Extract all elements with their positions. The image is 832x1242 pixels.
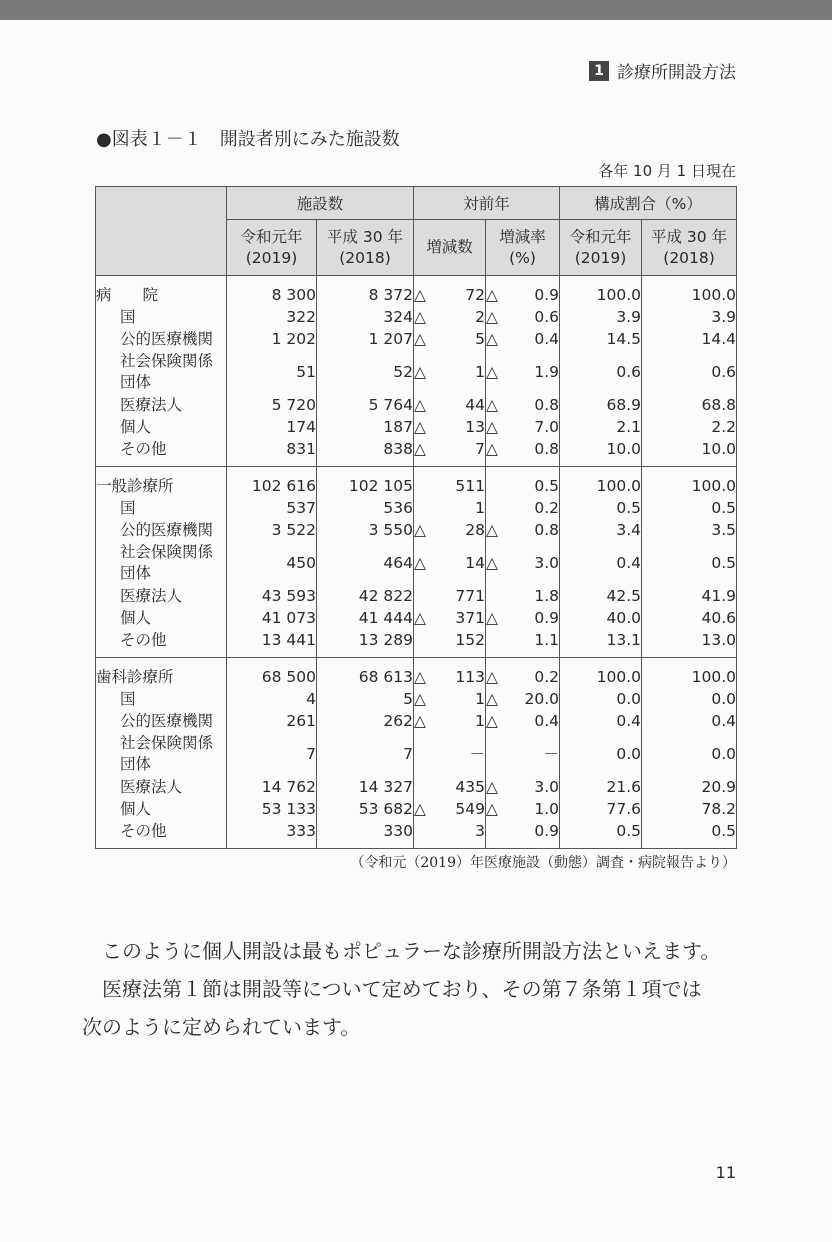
header-facilities: 施設数 (227, 187, 414, 220)
cell-rate: △ 0.9 (486, 276, 560, 307)
cell-rate: △ 20.0 (486, 690, 560, 708)
cell-share-2019: 100.0 (560, 276, 642, 307)
cell-count-2018: 1 207 (317, 328, 414, 350)
row-label: その他 (96, 820, 227, 849)
row-label: 社会保険関係団体 (96, 350, 227, 394)
decrease-mark: △ (414, 396, 426, 414)
cell-rate: △ 0.9 (486, 609, 560, 627)
cell-rate: 0.5 (486, 467, 560, 498)
cell-rate: △ 3.0 (486, 541, 560, 585)
cell-count-2019: 41 073 (227, 607, 317, 629)
cell-count-2019: 174 (227, 416, 317, 438)
cell-count-2018: 187 (317, 416, 414, 438)
cell-count-2019: 261 (227, 710, 317, 732)
row-label: 病 院 (96, 276, 227, 307)
row-label: 国 (96, 497, 227, 519)
decrease-mark: △ (486, 363, 498, 381)
body-text (82, 932, 742, 1046)
row-label: 社会保険関係団体 (96, 541, 227, 585)
decrease-mark: △ (414, 668, 426, 686)
row-label: 医療法人 (96, 585, 227, 607)
decrease-mark: △ (486, 800, 498, 818)
decrease-mark: △ (414, 554, 426, 572)
cell-count-2018: 41 444 (317, 607, 414, 629)
cell-diff: － (414, 732, 486, 776)
cell-count-2019: 102 616 (227, 467, 317, 498)
cell-share-2018: 0.0 (642, 688, 737, 710)
cell-count-2018: 464 (317, 541, 414, 585)
row-label: その他 (96, 629, 227, 658)
header-diff: 増減数 (414, 220, 486, 276)
top-bar (0, 0, 832, 20)
cell-count-2019: 7 (227, 732, 317, 776)
cell-diff: 771 (414, 585, 486, 607)
cell-diff: △ 13 (414, 418, 486, 436)
header-blank (96, 187, 227, 276)
cell-share-2019: 3.4 (560, 519, 642, 541)
cell-count-2018: 53 682 (317, 798, 414, 820)
cell-share-2018: 100.0 (642, 658, 737, 689)
cell-share-2018: 3.9 (642, 306, 737, 328)
cell-share-2018: 3.5 (642, 519, 737, 541)
header-h30: 平成 30 年 (2018) (317, 220, 414, 276)
cell-share-2019: 100.0 (560, 467, 642, 498)
cell-share-2019: 0.4 (560, 710, 642, 732)
cell-rate: △ 0.6 (486, 308, 560, 326)
chapter-number-badge: 1 (589, 61, 609, 81)
cell-count-2018: 7 (317, 732, 414, 776)
cell-count-2019: 3 522 (227, 519, 317, 541)
cell-share-2018: 0.5 (642, 497, 737, 519)
row-label: 公的医療機関 (96, 328, 227, 350)
facilities-table (95, 186, 737, 849)
decrease-mark: △ (414, 690, 426, 708)
cell-rate: △ 0.2 (486, 658, 560, 689)
table-row (96, 328, 737, 350)
cell-share-2018: 2.2 (642, 416, 737, 438)
cell-rate: △ 7.0 (486, 418, 560, 436)
table-row (96, 497, 737, 519)
decrease-mark: △ (486, 778, 498, 796)
cell-count-2019: 831 (227, 438, 317, 467)
cell-count-2019: 43 593 (227, 585, 317, 607)
cell-share-2018: 0.5 (642, 820, 737, 849)
cell-share-2018: 100.0 (642, 276, 737, 307)
decrease-mark: △ (486, 418, 498, 436)
decrease-mark: △ (486, 609, 498, 627)
cell-count-2018: 102 105 (317, 467, 414, 498)
cell-share-2018: 14.4 (642, 328, 737, 350)
body-paragraph-2: 医療法第１節は開設等について定めており、その第７条第１項では (102, 977, 702, 1001)
chapter-title: 診療所開設方法 (617, 63, 736, 83)
cell-share-2019: 68.9 (560, 394, 642, 416)
cell-count-2019: 537 (227, 497, 317, 519)
cell-count-2018: 52 (317, 350, 414, 394)
cell-count-2019: 68 500 (227, 658, 317, 689)
cell-share-2018: 0.6 (642, 350, 737, 394)
table-row (96, 467, 737, 498)
row-label: その他 (96, 438, 227, 467)
decrease-mark: △ (486, 554, 498, 572)
cell-rate: － (486, 732, 560, 776)
decrease-mark: △ (414, 286, 426, 304)
cell-rate: △ 0.4 (486, 712, 560, 730)
page-number: 11 (715, 1163, 736, 1182)
decrease-mark: △ (486, 668, 498, 686)
decrease-mark: △ (414, 440, 426, 458)
cell-count-2018: 14 327 (317, 776, 414, 798)
cell-count-2018: 838 (317, 438, 414, 467)
cell-share-2018: 68.8 (642, 394, 737, 416)
cell-count-2018: 3 550 (317, 519, 414, 541)
table-row (96, 276, 737, 307)
cell-count-2018: 68 613 (317, 658, 414, 689)
decrease-mark: △ (414, 609, 426, 627)
cell-share-2019: 100.0 (560, 658, 642, 689)
cell-share-2018: 10.0 (642, 438, 737, 467)
table-row (96, 350, 737, 394)
table-group (96, 658, 737, 849)
cell-diff: △ 1 (414, 690, 486, 708)
cell-share-2019: 0.5 (560, 820, 642, 849)
table-row (96, 585, 737, 607)
row-label: 医療法人 (96, 776, 227, 798)
body-paragraph-1: このように個人開設は最もポピュラーな診療所開設方法といえます。 (102, 939, 721, 963)
cell-share-2018: 0.0 (642, 732, 737, 776)
header-share: 構成割合（%） (560, 187, 737, 220)
cell-count-2018: 5 764 (317, 394, 414, 416)
cell-share-2019: 42.5 (560, 585, 642, 607)
cell-share-2019: 0.4 (560, 541, 642, 585)
row-label: 歯科診療所 (96, 658, 227, 689)
source-note: （令和元（2019）年医療施設（動態）調査・病院報告より） (350, 855, 736, 871)
cell-share-2018: 0.4 (642, 710, 737, 732)
cell-diff: △ 549 (414, 800, 486, 818)
cell-share-2018: 0.5 (642, 541, 737, 585)
decrease-mark: △ (486, 440, 498, 458)
row-label: 公的医療機関 (96, 710, 227, 732)
cell-count-2019: 4 (227, 688, 317, 710)
cell-count-2018: 42 822 (317, 585, 414, 607)
header-rate: 増減率 (%) (486, 220, 560, 276)
cell-diff: △ 14 (414, 541, 486, 585)
cell-diff: 1 (414, 497, 486, 519)
cell-share-2019: 0.0 (560, 688, 642, 710)
cell-diff: 3 (414, 820, 486, 849)
cell-count-2019: 1 202 (227, 328, 317, 350)
cell-share-2019: 2.1 (560, 416, 642, 438)
table-row (96, 438, 737, 467)
cell-diff: △ 44 (414, 396, 486, 414)
cell-diff: △ 72 (414, 276, 486, 307)
cell-rate: 0.2 (486, 497, 560, 519)
cell-share-2019: 3.9 (560, 306, 642, 328)
row-label: 個人 (96, 416, 227, 438)
cell-rate: 1.8 (486, 585, 560, 607)
as-of-date: 各年 10 月 1 日現在 (598, 162, 736, 180)
cell-rate: 0.9 (486, 820, 560, 849)
row-label: 個人 (96, 607, 227, 629)
decrease-mark: △ (414, 418, 426, 436)
decrease-mark: △ (414, 308, 426, 326)
cell-count-2018: 262 (317, 710, 414, 732)
cell-diff: 152 (414, 629, 486, 658)
cell-diff: △ 5 (414, 330, 486, 348)
cell-share-2019: 0.5 (560, 497, 642, 519)
cell-count-2019: 333 (227, 820, 317, 849)
table-row (96, 416, 737, 438)
cell-share-2018: 40.6 (642, 607, 737, 629)
cell-count-2018: 536 (317, 497, 414, 519)
cell-count-2018: 13 289 (317, 629, 414, 658)
cell-share-2019: 77.6 (560, 798, 642, 820)
table-group (96, 467, 737, 658)
cell-share-2019: 0.6 (560, 350, 642, 394)
table-row (96, 798, 737, 820)
decrease-mark: △ (486, 330, 498, 348)
cell-count-2019: 51 (227, 350, 317, 394)
cell-share-2019: 10.0 (560, 438, 642, 467)
table-row (96, 710, 737, 732)
decrease-mark: △ (486, 308, 498, 326)
cell-rate: △ 0.8 (486, 521, 560, 539)
decrease-mark: △ (414, 330, 426, 348)
cell-rate: 1.1 (486, 629, 560, 658)
table-row (96, 519, 737, 541)
cell-diff: △ 1 (414, 350, 486, 394)
cell-count-2019: 450 (227, 541, 317, 585)
running-header (589, 58, 736, 83)
row-label: 社会保険関係団体 (96, 732, 227, 776)
cell-share-2018: 78.2 (642, 798, 737, 820)
cell-rate: △ 0.8 (486, 396, 560, 414)
cell-rate: △ 1.9 (486, 350, 560, 394)
decrease-mark: △ (486, 712, 498, 730)
cell-count-2018: 330 (317, 820, 414, 849)
cell-diff: 435 (414, 776, 486, 798)
decrease-mark: △ (414, 712, 426, 730)
cell-count-2019: 5 720 (227, 394, 317, 416)
cell-count-2018: 324 (317, 306, 414, 328)
cell-count-2018: 5 (317, 688, 414, 710)
cell-share-2018: 20.9 (642, 776, 737, 798)
header-r1: 令和元年 (2019) (227, 220, 317, 276)
header-share-h30: 平成 30 年 (2018) (642, 220, 737, 276)
cell-share-2019: 21.6 (560, 776, 642, 798)
cell-count-2019: 14 762 (227, 776, 317, 798)
decrease-mark: △ (414, 800, 426, 818)
cell-share-2019: 0.0 (560, 732, 642, 776)
table-row (96, 658, 737, 689)
cell-count-2019: 322 (227, 306, 317, 328)
table-row (96, 688, 737, 710)
cell-share-2019: 13.1 (560, 629, 642, 658)
row-label: 国 (96, 306, 227, 328)
cell-count-2019: 8 300 (227, 276, 317, 307)
table-row (96, 306, 737, 328)
cell-rate: △ 3.0 (486, 778, 560, 796)
table-row (96, 732, 737, 776)
decrease-mark: △ (486, 690, 498, 708)
row-label: 国 (96, 688, 227, 710)
table-row (96, 541, 737, 585)
row-label: 公的医療機関 (96, 519, 227, 541)
decrease-mark: △ (414, 521, 426, 539)
header-share-r1: 令和元年 (2019) (560, 220, 642, 276)
table-row (96, 607, 737, 629)
row-label: 個人 (96, 798, 227, 820)
cell-diff: △ 2 (414, 308, 486, 326)
decrease-mark: △ (486, 396, 498, 414)
cell-count-2019: 13 441 (227, 629, 317, 658)
table-group (96, 276, 737, 467)
cell-share-2018: 41.9 (642, 585, 737, 607)
decrease-mark: △ (486, 521, 498, 539)
body-paragraph-2-cont: 次のように定められています。 (82, 1015, 361, 1039)
cell-count-2018: 8 372 (317, 276, 414, 307)
cell-diff: △ 1 (414, 712, 486, 730)
decrease-mark: △ (486, 286, 498, 304)
cell-rate: △ 0.8 (486, 438, 560, 467)
cell-share-2019: 40.0 (560, 607, 642, 629)
cell-diff: 511 (414, 467, 486, 498)
figure-title: ●図表１－１ 開設者別にみた施設数 (96, 129, 400, 150)
cell-diff: △ 7 (414, 438, 486, 467)
cell-diff: △ 113 (414, 658, 486, 689)
row-label: 一般診療所 (96, 467, 227, 498)
cell-share-2019: 14.5 (560, 328, 642, 350)
header-yoy: 対前年 (414, 187, 560, 220)
decrease-mark: △ (414, 363, 426, 381)
table-row (96, 629, 737, 658)
table-row (96, 776, 737, 798)
cell-diff: △ 371 (414, 609, 486, 627)
table-row (96, 394, 737, 416)
cell-count-2019: 53 133 (227, 798, 317, 820)
cell-diff: △ 28 (414, 521, 486, 539)
cell-rate: △ 1.0 (486, 800, 560, 818)
cell-share-2018: 13.0 (642, 629, 737, 658)
row-label: 医療法人 (96, 394, 227, 416)
table-row (96, 820, 737, 849)
cell-share-2018: 100.0 (642, 467, 737, 498)
cell-rate: △ 0.4 (486, 330, 560, 348)
